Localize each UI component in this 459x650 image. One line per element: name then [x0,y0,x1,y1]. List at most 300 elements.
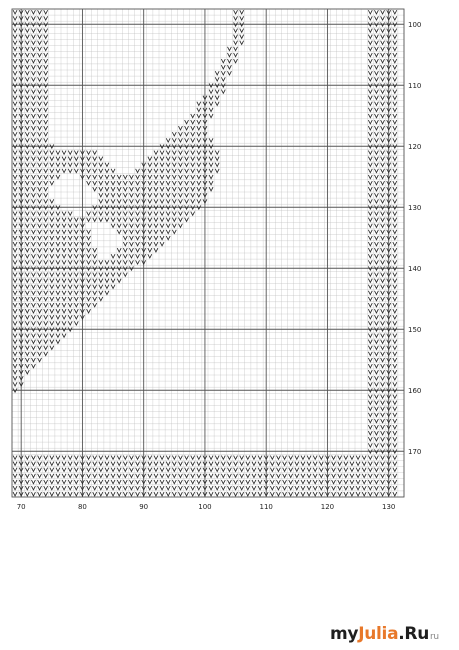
stitch-mark [393,108,397,112]
stitch-mark [154,224,158,228]
stitch-mark [38,29,42,33]
stitch-mark [148,242,152,246]
stitch-mark [313,462,317,466]
stitch-mark [234,47,238,51]
stitch-mark [13,273,17,277]
stitch-mark [381,108,385,112]
stitch-mark [99,181,103,185]
stitch-mark [38,65,42,69]
stitch-mark [31,193,35,197]
stitch-mark [313,480,317,484]
stitch-mark [105,456,109,460]
stitch-mark [13,199,17,203]
stitch-mark [160,480,164,484]
stitch-mark [368,187,372,191]
stitch-mark [258,492,262,496]
stitch-mark [191,212,195,216]
stitch-mark [166,456,170,460]
stitch-mark [172,138,176,142]
stitch-mark [381,370,385,374]
stitch-mark [393,114,397,118]
stitch-mark [148,157,152,161]
stitch-mark [99,291,103,295]
stitch-mark [105,260,109,264]
stitch-mark [368,242,372,246]
stitch-mark [99,480,103,484]
stitch-mark [25,35,29,39]
stitch-mark [374,224,378,228]
stitch-mark [178,480,182,484]
stitch-mark [166,236,170,240]
stitch-mark [68,212,72,216]
stitch-mark [381,187,385,191]
stitch-mark [148,224,152,228]
stitch-mark [25,236,29,240]
stitch-mark [374,242,378,246]
stitch-mark [31,297,35,301]
stitch-mark [381,480,385,484]
stitch-mark [123,468,127,472]
stitch-mark [178,175,182,179]
stitch-mark [374,47,378,51]
stitch-mark [368,358,372,362]
stitch-mark [393,480,397,484]
stitch-mark [13,35,17,39]
stitch-mark [356,492,360,496]
stitch-mark [160,236,164,240]
stitch-mark [38,157,42,161]
stitch-mark [62,254,66,258]
stitch-mark [44,41,48,45]
stitch-mark [234,456,238,460]
stitch-mark [44,279,48,283]
stitch-mark [44,151,48,155]
stitch-mark [13,358,17,362]
stitch-mark [25,212,29,216]
stitch-mark [31,10,35,14]
stitch-mark [44,224,48,228]
stitch-mark [99,279,103,283]
stitch-mark [374,126,378,130]
stitch-mark [87,151,91,155]
stitch-mark [270,462,274,466]
stitch-mark [381,157,385,161]
stitch-mark [31,41,35,45]
stitch-mark [374,169,378,173]
stitch-mark [185,212,189,216]
stitch-mark [295,462,299,466]
stitch-mark [44,242,48,246]
stitch-mark [166,462,170,466]
stitch-mark [178,151,182,155]
stitch-mark [209,187,213,191]
stitch-mark [270,456,274,460]
stitch-mark [350,462,354,466]
stitch-mark [374,102,378,106]
stitch-mark [111,193,115,197]
stitch-mark [172,187,176,191]
stitch-mark [44,486,48,490]
stitch-mark [93,279,97,283]
stitch-mark [313,456,317,460]
stitch-mark [111,187,115,191]
stitch-mark [31,90,35,94]
stitch-mark [25,474,29,478]
stitch-mark [215,480,219,484]
stitch-mark [123,456,127,460]
stitch-mark [393,199,397,203]
stitch-mark [368,419,372,423]
stitch-mark [301,486,305,490]
stitch-mark [105,486,109,490]
stitch-mark [117,218,121,222]
stitch-mark [87,248,91,252]
stitch-mark [381,29,385,33]
stitch-mark [38,71,42,75]
stitch-mark [295,492,299,496]
stitch-mark [240,474,244,478]
stitch-mark [56,468,60,472]
logo-prefix: my [330,624,359,644]
stitch-mark [74,236,78,240]
stitch-mark [31,47,35,51]
stitch-mark [381,16,385,20]
stitch-mark [13,108,17,112]
stitch-mark [74,486,78,490]
stitch-mark [56,169,60,173]
stitch-mark [191,181,195,185]
stitch-mark [178,218,182,222]
stitch-mark [38,47,42,51]
stitch-mark [123,242,127,246]
stitch-mark [154,157,158,161]
stitch-mark [13,114,17,118]
stitch-mark [44,10,48,14]
stitch-mark [154,175,158,179]
stitch-mark [31,492,35,496]
stitch-mark [368,224,372,228]
stitch-mark [215,486,219,490]
stitch-mark [99,193,103,197]
stitch-mark [209,486,213,490]
stitch-mark [25,492,29,496]
stitch-mark [129,218,133,222]
stitch-mark [356,480,360,484]
stitch-mark [25,273,29,277]
stitch-mark [56,480,60,484]
stitch-mark [31,102,35,106]
stitch-mark [74,151,78,155]
stitch-mark [160,193,164,197]
stitch-mark [381,291,385,295]
stitch-mark [25,248,29,252]
stitch-mark [185,462,189,466]
stitch-mark [381,77,385,81]
stitch-mark [393,218,397,222]
stitch-mark [50,285,54,289]
stitch-mark [56,224,60,228]
stitch-mark [381,230,385,234]
stitch-mark [307,462,311,466]
stitch-mark [209,175,213,179]
stitch-mark [381,114,385,118]
stitch-mark [166,474,170,478]
stitch-mark [393,29,397,33]
stitch-mark [68,151,72,155]
stitch-mark [13,138,17,142]
stitch-mark [381,90,385,94]
stitch-mark [166,199,170,203]
stitch-mark [154,468,158,472]
stitch-mark [160,462,164,466]
stitch-mark [111,224,115,228]
stitch-mark [191,193,195,197]
stitch-mark [31,321,35,325]
stitch-mark [105,474,109,478]
stitch-mark [307,486,311,490]
stitch-mark [62,492,66,496]
logo-tld-note: ru [430,632,439,642]
stitch-mark [87,212,91,216]
stitch-mark [374,273,378,277]
stitch-mark [374,29,378,33]
stitch-mark [154,187,158,191]
stitch-mark [129,193,133,197]
stitch-mark [393,260,397,264]
stitch-mark [56,248,60,252]
stitch-mark [197,102,201,106]
stitch-mark [393,474,397,478]
stitch-mark [25,370,29,374]
stitch-mark [172,181,176,185]
stitch-mark [166,187,170,191]
stitch-mark [381,419,385,423]
stitch-mark [368,132,372,136]
stitch-mark [136,480,140,484]
stitch-mark [87,273,91,277]
stitch-mark [50,346,54,350]
stitch-mark [123,193,127,197]
stitch-mark [50,242,54,246]
stitch-mark [13,41,17,45]
stitch-mark [197,108,201,112]
stitch-mark [93,260,97,264]
stitch-mark [368,315,372,319]
stitch-mark [368,65,372,69]
stitch-mark [148,480,152,484]
stitch-mark [56,163,60,167]
stitch-mark [148,169,152,173]
stitch-mark [31,291,35,295]
stitch-mark [25,187,29,191]
stitch-mark [99,297,103,301]
stitch-mark [154,480,158,484]
stitch-mark [393,77,397,81]
stitch-mark [191,492,195,496]
stitch-mark [393,236,397,240]
stitch-mark [13,279,17,283]
stitch-mark [56,273,60,277]
stitch-mark [62,248,66,252]
stitch-mark [374,120,378,124]
stitch-mark [87,169,91,173]
stitch-mark [227,486,231,490]
stitch-mark [374,187,378,191]
logo-highlight: Julia [358,624,399,644]
stitch-mark [178,212,182,216]
stitch-mark [185,126,189,130]
stitch-mark [38,41,42,45]
stitch-mark [393,132,397,136]
stitch-mark [31,468,35,472]
stitch-mark [307,480,311,484]
stitch-mark [50,199,54,203]
stitch-mark [44,199,48,203]
stitch-mark [234,35,238,39]
stitch-mark [56,260,60,264]
stitch-mark [56,334,60,338]
stitch-mark [99,474,103,478]
stitch-mark [31,248,35,252]
stitch-mark [44,291,48,295]
stitch-mark [13,157,17,161]
stitch-mark [368,352,372,356]
stitch-mark [368,346,372,350]
stitch-mark [50,254,54,258]
stitch-mark [393,370,397,374]
stitch-mark [301,462,305,466]
stitch-mark [62,163,66,167]
stitch-mark [44,230,48,234]
stitch-mark [105,285,109,289]
stitch-mark [154,462,158,466]
stitch-mark [25,224,29,228]
stitch-mark [74,163,78,167]
stitch-mark [240,468,244,472]
stitch-mark [62,218,66,222]
stitch-mark [56,303,60,307]
stitch-mark [50,169,54,173]
stitch-mark [68,321,72,325]
stitch-mark [68,303,72,307]
stitch-mark [50,474,54,478]
stitch-mark [362,462,366,466]
stitch-mark [99,492,103,496]
stitch-mark [38,102,42,106]
stitch-mark [374,425,378,429]
stitch-mark [74,297,78,301]
stitch-mark [74,492,78,496]
stitch-mark [368,376,372,380]
stitch-mark [393,273,397,277]
stitch-mark [381,71,385,75]
stitch-mark [38,151,42,155]
stitch-mark [301,456,305,460]
stitch-mark [166,193,170,197]
stitch-mark [105,212,109,216]
stitch-mark [374,358,378,362]
stitch-mark [117,279,121,283]
stitch-mark [13,340,17,344]
stitch-mark [31,273,35,277]
stitch-mark [105,163,109,167]
stitch-mark [38,193,42,197]
stitch-mark [93,486,97,490]
stitch-mark [178,462,182,466]
stitch-mark [246,456,250,460]
stitch-mark [13,120,17,124]
stitch-mark [307,474,311,478]
stitch-mark [166,230,170,234]
stitch-mark [136,462,140,466]
stitch-mark [393,279,397,283]
stitch-mark [44,187,48,191]
stitch-mark [221,474,225,478]
stitch-mark [129,175,133,179]
stitch-mark [13,376,17,380]
stitch-mark [393,456,397,460]
stitch-mark [99,199,103,203]
stitch-mark [13,96,17,100]
stitch-mark [172,492,176,496]
stitch-mark [240,486,244,490]
stitch-mark [368,10,372,14]
stitch-mark [105,199,109,203]
stitch-mark [62,468,66,472]
stitch-mark [227,59,231,63]
stitch-mark [93,492,97,496]
stitch-mark [368,181,372,185]
stitch-mark [129,260,133,264]
stitch-mark [123,218,127,222]
stitch-mark [117,187,121,191]
x-tick-label: 100 [198,503,212,511]
stitch-mark [74,474,78,478]
stitch-mark [50,218,54,222]
stitch-mark [172,224,176,228]
stitch-mark [381,224,385,228]
stitch-mark [136,260,140,264]
stitch-mark [368,468,372,472]
stitch-mark [62,297,66,301]
stitch-mark [93,187,97,191]
stitch-mark [252,456,256,460]
stitch-mark [13,291,17,295]
stitch-mark [185,157,189,161]
stitch-mark [50,224,54,228]
stitch-mark [209,102,213,106]
stitch-mark [307,468,311,472]
stitch-mark [215,157,219,161]
stitch-mark [215,456,219,460]
stitch-mark [301,492,305,496]
stitch-mark [38,236,42,240]
stitch-mark [129,230,133,234]
stitch-mark [13,346,17,350]
stitch-mark [191,114,195,118]
stitch-mark [221,90,225,94]
stitch-mark [393,212,397,216]
stitch-mark [276,462,280,466]
stitch-mark [270,480,274,484]
stitch-mark [31,456,35,460]
stitch-mark [185,175,189,179]
stitch-mark [319,468,323,472]
stitch-mark [93,291,97,295]
stitch-mark [319,474,323,478]
stitch-mark [25,29,29,33]
stitch-mark [344,468,348,472]
